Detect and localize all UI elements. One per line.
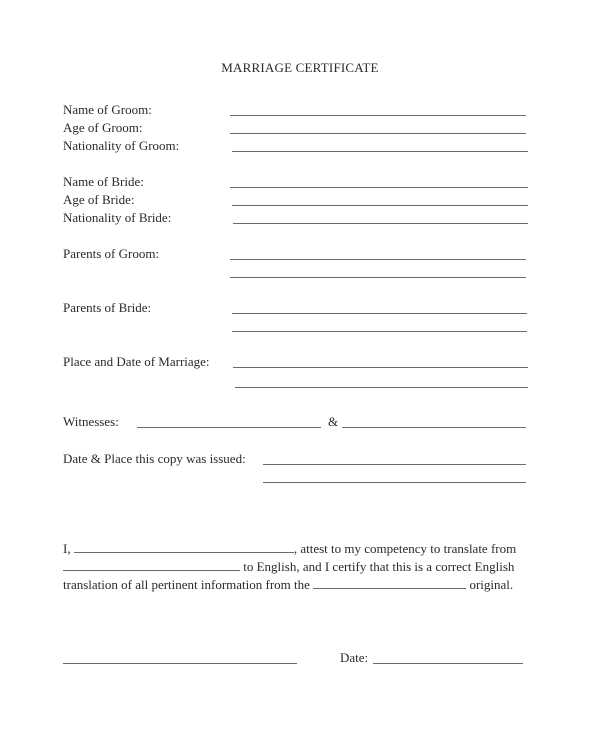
nationality-of-bride-label: Nationality of Bride: xyxy=(63,210,172,225)
date-label: Date: xyxy=(340,650,369,665)
parents-of-bride-field-2[interactable] xyxy=(232,331,527,332)
age-of-groom-label: Age of Groom: xyxy=(63,120,143,135)
nationality-of-bride-field[interactable] xyxy=(233,223,528,224)
date-place-copy-issued-label: Date & Place this copy was issued: xyxy=(63,451,246,466)
attestation-line-3-end: original. xyxy=(469,577,514,592)
name-of-groom-field[interactable] xyxy=(230,115,526,116)
parents-of-bride-label: Parents of Bride: xyxy=(63,300,152,315)
witnesses-label: Witnesses: xyxy=(63,414,119,429)
parents-of-groom-field-1[interactable] xyxy=(230,259,526,260)
date-place-copy-issued-field-2[interactable] xyxy=(263,482,526,483)
date-field[interactable] xyxy=(373,663,523,664)
parents-of-bride-field-1[interactable] xyxy=(232,313,527,314)
attestation-line-1-end: , attest to my competency to translate from xyxy=(293,541,517,556)
witness-2-field[interactable] xyxy=(342,427,526,428)
nationality-of-groom-field[interactable] xyxy=(232,151,528,152)
parents-of-groom-label: Parents of Groom: xyxy=(63,246,160,261)
date-place-copy-issued-field-1[interactable] xyxy=(263,464,526,465)
attestation-line-3-start: translation of all pertinent information from the xyxy=(63,577,310,592)
attestation-line-1-start: I, xyxy=(63,541,71,556)
name-of-bride-label: Name of Bride: xyxy=(63,174,144,189)
age-of-bride-field[interactable] xyxy=(232,205,528,206)
place-and-date-of-marriage-field-2[interactable] xyxy=(235,387,528,388)
attestation-line-2 xyxy=(63,559,514,575)
original-language-field[interactable] xyxy=(313,577,466,589)
nationality-of-groom-label: Nationality of Groom: xyxy=(63,138,180,153)
age-of-groom-field[interactable] xyxy=(230,133,526,134)
name-of-bride-field[interactable] xyxy=(230,187,528,188)
place-and-date-of-marriage-field-1[interactable] xyxy=(233,367,528,368)
age-of-bride-label: Age of Bride: xyxy=(63,192,135,207)
attestation-line-3 xyxy=(63,577,513,593)
attestation-line-2-end: to English, and I certify that this is a correct English xyxy=(243,559,515,574)
translator-name-field[interactable] xyxy=(74,541,294,553)
name-of-groom-label: Name of Groom: xyxy=(63,102,152,117)
witnesses-ampersand: & xyxy=(328,414,339,429)
attestation-line-1 xyxy=(63,541,516,557)
source-language-field[interactable] xyxy=(63,559,240,571)
document-title: MARRIAGE CERTIFICATE xyxy=(221,60,379,75)
witness-1-field[interactable] xyxy=(137,427,321,428)
signature-field[interactable] xyxy=(63,663,297,664)
place-and-date-of-marriage-label: Place and Date of Marriage: xyxy=(63,354,210,369)
parents-of-groom-field-2[interactable] xyxy=(230,277,526,278)
